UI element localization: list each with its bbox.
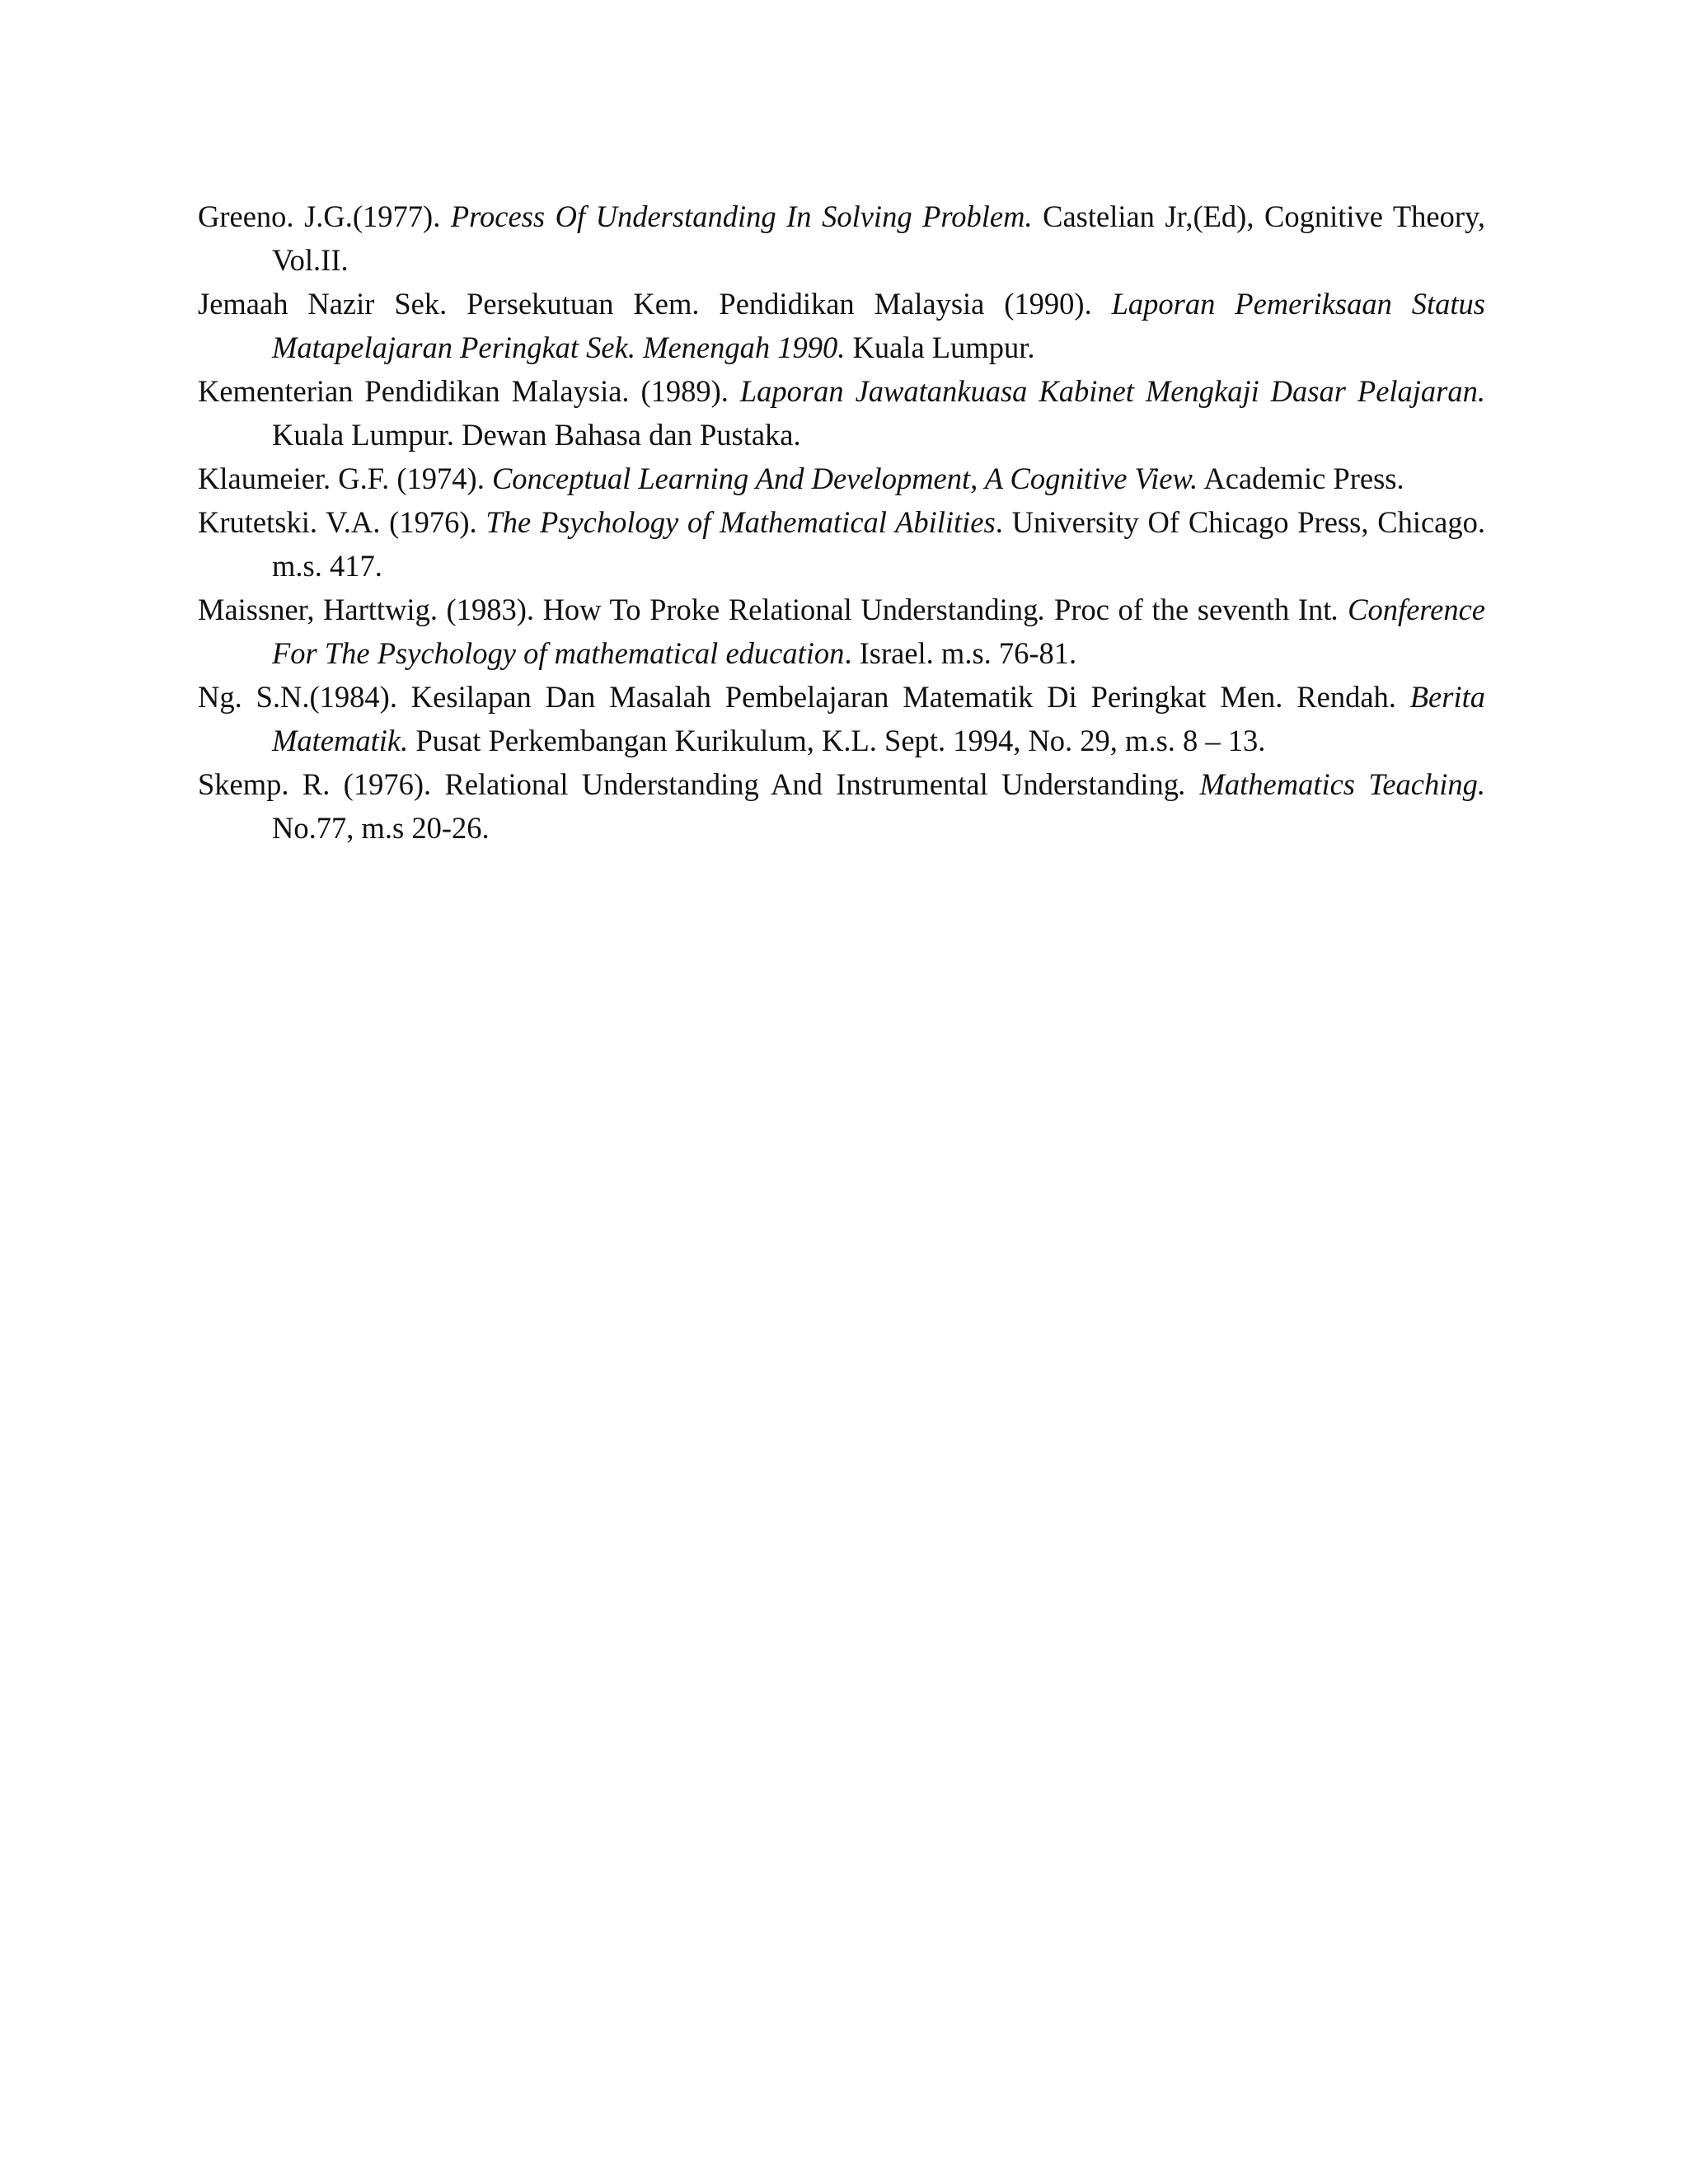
reference-text: Castelian Jr,(Ed), Cognitive Theory, Vol.II. — [272, 199, 1485, 277]
reference-title: Conceptual Learning And Development, A Cognitive View. — [491, 462, 1198, 495]
reference-title: Process Of Understanding In Solving Problem. — [450, 199, 1033, 233]
reference-entry — [198, 457, 1485, 500]
reference-title: . Mathematics Teaching. — [1179, 767, 1485, 801]
reference-title: . Conference For The Psychology of mathematical education — [272, 593, 1485, 670]
reference-title: . — [1038, 593, 1046, 626]
reference-text: Klaumeier. G.F. (1974). — [198, 462, 492, 495]
reference-title: The Psychology of Mathematical Abilities — [485, 505, 996, 539]
reference-entry — [198, 282, 1485, 369]
reference-text: . Israel. m.s. 76-81. — [844, 636, 1077, 670]
reference-text: Ng. S.N.(1984). Kesilapan Dan Masalah Pembelajaran Matematik Di Peringkat Men. Rendah. — [198, 680, 1410, 714]
reference-list — [198, 194, 1485, 850]
reference-entry — [198, 369, 1485, 457]
reference-text: Academic Press. — [1198, 462, 1404, 495]
reference-text: Greeno. J.G.(1977). — [198, 199, 451, 233]
reference-title: Laporan Pemeriksaan Status Matapelajaran Peringkat Sek. Menengah 1990. — [272, 287, 1485, 364]
reference-text: Jemaah Nazir Sek. Persekutuan Kem. Pendidikan Malaysia (1990). — [198, 287, 1112, 321]
reference-entry — [198, 194, 1485, 282]
reference-entry — [198, 762, 1485, 850]
reference-text: Proc of the seventh Int — [1045, 593, 1332, 626]
reference-text: Maissner, Harttwig. (1983). How To Proke Relational Understanding — [198, 593, 1039, 626]
reference-entry — [198, 675, 1485, 762]
reference-entry — [198, 500, 1485, 588]
reference-text: . University Of Chicago Press, Chicago. m.s. 417. — [272, 505, 1485, 583]
reference-text: Kuala Lumpur. Dewan Bahasa dan Pustaka. — [272, 418, 801, 452]
reference-text: No.77, m.s 20-26. — [272, 811, 490, 845]
reference-title: Berita Matematik. — [272, 680, 1485, 757]
reference-title: Laporan Jawatankuasa Kabinet Mengkaji Dasar Pelajaran. — [739, 374, 1485, 408]
reference-text: Krutetski. V.A. (1976). — [198, 505, 486, 539]
reference-entry — [198, 588, 1485, 675]
reference-text: Pusat Perkembangan Kurikulum, K.L. Sept. 1994, No. 29, m.s. 8 – 13. — [408, 724, 1266, 757]
reference-text: Kuala Lumpur. — [845, 330, 1035, 364]
reference-text: Kementerian Pendidikan Malaysia. (1989). — [198, 374, 740, 408]
reference-text: Skemp. R. (1976). Relational Understanding And Instrumental Understanding — [198, 767, 1179, 801]
